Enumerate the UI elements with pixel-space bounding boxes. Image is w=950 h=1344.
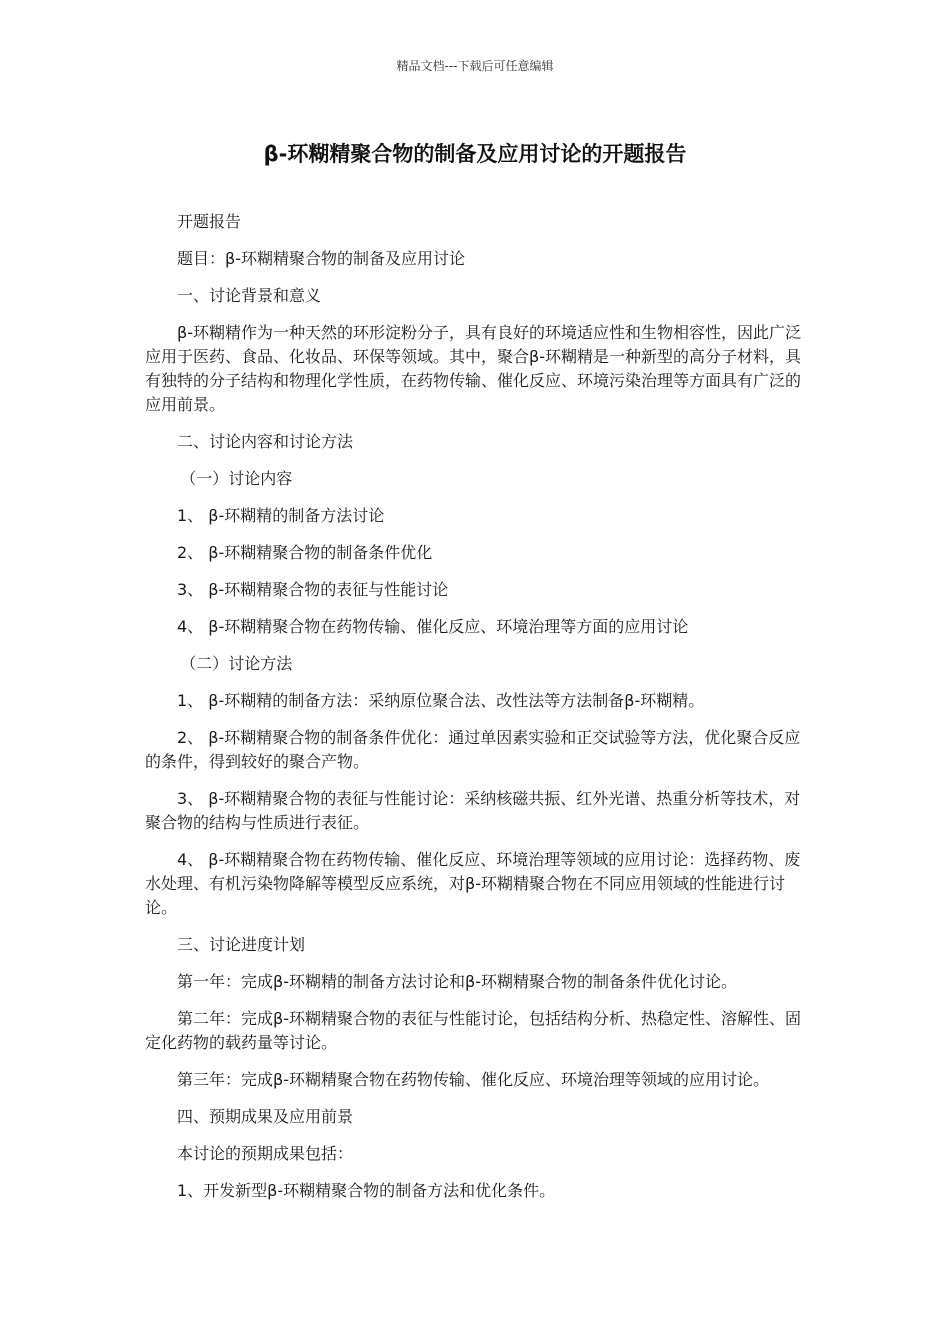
list-item: 1、 β-环糊精的制备方法讨论 — [177, 506, 385, 525]
paragraph: 第三年：完成β-环糊精聚合物在药物传输、催化反应、环境治理等领域的应用讨论。 — [177, 1070, 769, 1089]
list-item: 4、 β-环糊精聚合物在药物传输、催化反应、环境治理等方面的应用讨论 — [177, 617, 689, 636]
paragraph: β-环糊精作为一种天然的环形淀粉分子，具有良好的环境适应性和生物相容性，因此广泛应用于医药、食品、化妆品、环保等领域。其中，聚合β-环糊精是一种新型的高分子材料，具有独特的分子结构和物理化学性质，在药物传输、催化反应、环境污染治理等方面具有广泛的应用前景。 — [145, 323, 802, 414]
list-item: 3、 β-环糊精聚合物的表征与性能讨论 — [177, 580, 449, 599]
section-heading: 三、讨论进度计划 — [177, 935, 306, 954]
page-header: 精品文档---下载后可任意编辑 — [396, 59, 554, 73]
paragraph: 开题报告 — [177, 212, 242, 231]
document-title: β-环糊精聚合物的制备及应用讨论的开题报告 — [263, 142, 687, 166]
paragraph: 题目：β-环糊精聚合物的制备及应用讨论 — [177, 249, 465, 268]
list-item: 2、 β-环糊精聚合物的制备条件优化：通过单因素实验和正交试验等方法，优化聚合反应的条件，得到较好的聚合产物。 — [145, 728, 801, 771]
list-item: 2、 β-环糊精聚合物的制备条件优化 — [177, 543, 433, 562]
section-heading: 四、预期成果及应用前景 — [177, 1107, 354, 1126]
list-item: 3、 β-环糊精聚合物的表征与性能讨论：采纳核磁共振、红外光谱、热重分析等技术，对聚合物的结构与性质进行表征。 — [145, 789, 801, 832]
paragraph: 第二年：完成β-环糊精聚合物的表征与性能讨论，包括结构分析、热稳定性、溶解性、固定化药物的载药量等讨论。 — [145, 1009, 801, 1052]
paragraph: 第一年：完成β-环糊精的制备方法讨论和β-环糊精聚合物的制备条件优化讨论。 — [177, 972, 737, 991]
section-heading: 二、讨论内容和讨论方法 — [177, 432, 354, 451]
list-item: 4、 β-环糊精聚合物在药物传输、催化反应、环境治理等领域的应用讨论：选择药物、废水处理、有机污染物降解等模型反应系统，对β-环糊精聚合物在不同应用领域的性能进行讨论。 — [145, 850, 801, 917]
paragraph: 本讨论的预期成果包括： — [177, 1144, 354, 1163]
subsection-heading: （二）讨论方法 — [180, 654, 293, 673]
list-item: 1、开发新型β-环糊精聚合物的制备方法和优化条件。 — [177, 1181, 556, 1200]
section-heading: 一、讨论背景和意义 — [177, 286, 322, 305]
list-item: 1、 β-环糊精的制备方法：采纳原位聚合法、改性法等方法制备β-环糊精。 — [177, 691, 705, 710]
document-body — [145, 210, 807, 1216]
subsection-heading: （一）讨论内容 — [180, 469, 293, 488]
